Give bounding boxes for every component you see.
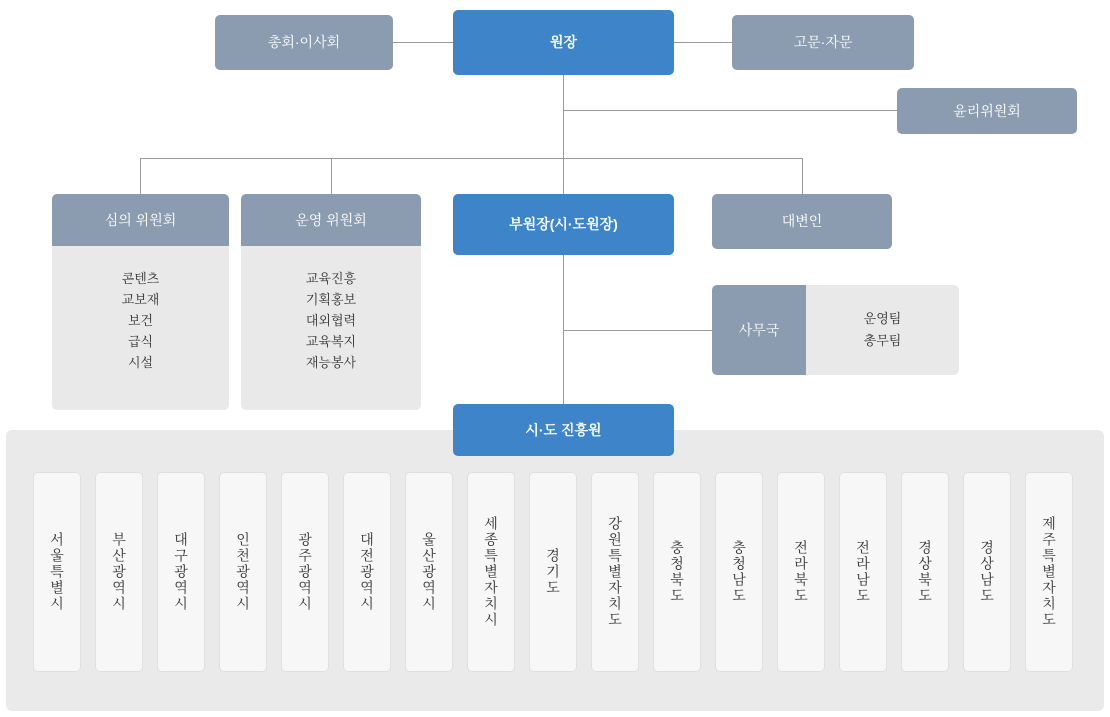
region-label: 경상북도 <box>917 540 933 604</box>
region-label: 경상남도 <box>979 540 995 604</box>
region-label: 전라남도 <box>855 540 871 604</box>
node-assembly-label: 총회·이사회 <box>267 34 341 51</box>
region-item[interactable] <box>963 472 1011 672</box>
list-item: 콘텐츠 <box>121 271 160 286</box>
node-spokesperson-label: 대변인 <box>781 213 823 230</box>
panel-office-header[interactable] <box>712 285 806 375</box>
list-item: 교보재 <box>121 292 160 307</box>
node-advisory[interactable] <box>732 15 914 70</box>
region-item[interactable] <box>591 472 639 672</box>
region-item[interactable] <box>343 472 391 672</box>
region-item[interactable] <box>653 472 701 672</box>
list-item: 재능봉사 <box>305 355 357 370</box>
region-label: 제주특별자치도 <box>1041 516 1057 628</box>
region-label: 강원특별자치도 <box>607 516 623 628</box>
panel-unyoung-committee-header[interactable] <box>241 194 421 246</box>
region-label: 인천광역시 <box>235 532 251 612</box>
connector-vice-to-office <box>563 330 713 331</box>
region-item[interactable] <box>1025 472 1073 672</box>
node-ethics-committee-label: 윤리위원회 <box>953 102 1021 119</box>
region-label: 경기도 <box>545 548 561 596</box>
connector-to-spokesperson <box>802 158 803 194</box>
list-item: 기획홍보 <box>305 292 357 307</box>
region-item[interactable] <box>901 472 949 672</box>
region-item[interactable] <box>281 472 329 672</box>
node-vice-director-label: 부원장(시·도원장) <box>509 216 618 233</box>
connector-to-simui <box>140 158 141 194</box>
panel-unyoung-committee-title: 운영 위원회 <box>295 212 367 228</box>
region-label: 전라북도 <box>793 540 809 604</box>
node-assembly[interactable] <box>215 15 393 70</box>
region-label: 충청남도 <box>731 540 747 604</box>
node-director-label: 원장 <box>549 34 578 51</box>
node-ethics-committee[interactable] <box>897 88 1077 134</box>
panel-office-teams <box>806 285 959 375</box>
region-item[interactable] <box>157 472 205 672</box>
region-label: 대전광역시 <box>359 532 375 612</box>
region-label: 광주광역시 <box>297 532 313 612</box>
connector-committee-bus <box>140 158 802 159</box>
list-item: 보건 <box>127 313 154 328</box>
connector-director-ethics <box>563 110 901 111</box>
region-item[interactable] <box>715 472 763 672</box>
region-label: 충청북도 <box>669 540 685 604</box>
list-item: 교육진흥 <box>305 271 357 286</box>
region-item[interactable] <box>405 472 453 672</box>
region-label: 세종특별자치시 <box>483 516 499 628</box>
node-sido-center[interactable] <box>453 404 674 456</box>
list-item: 운영팀 <box>863 311 902 326</box>
region-item[interactable] <box>777 472 825 672</box>
region-item[interactable] <box>33 472 81 672</box>
connector-director-advisory <box>674 42 732 43</box>
list-item: 대외협력 <box>305 313 357 328</box>
region-label: 울산광역시 <box>421 532 437 612</box>
panel-simui-committee-title: 심의 위원회 <box>104 212 177 228</box>
region-label: 대구광역시 <box>173 532 189 612</box>
connector-assembly-director <box>393 42 453 43</box>
node-advisory-label: 고문·자문 <box>793 34 853 51</box>
panel-unyoung-committee-items <box>241 268 421 398</box>
node-director[interactable] <box>453 10 674 75</box>
node-spokesperson[interactable] <box>712 194 892 249</box>
list-item: 급식 <box>127 334 154 349</box>
panel-simui-committee-header[interactable] <box>52 194 229 246</box>
region-label: 부산광역시 <box>111 532 127 612</box>
node-vice-director[interactable] <box>453 194 674 255</box>
node-sido-center-label: 시·도 진흥원 <box>525 421 602 438</box>
list-item: 교육복지 <box>305 334 357 349</box>
region-item[interactable] <box>467 472 515 672</box>
panel-office-title: 사무국 <box>738 322 780 338</box>
region-item[interactable] <box>529 472 577 672</box>
region-item[interactable] <box>219 472 267 672</box>
region-item[interactable] <box>839 472 887 672</box>
region-item[interactable] <box>95 472 143 672</box>
list-item: 시설 <box>127 355 154 370</box>
panel-simui-committee-items <box>52 268 229 398</box>
list-item: 총무팀 <box>863 333 902 348</box>
region-label: 서울특별시 <box>49 532 65 612</box>
connector-to-unyoung <box>331 158 332 194</box>
